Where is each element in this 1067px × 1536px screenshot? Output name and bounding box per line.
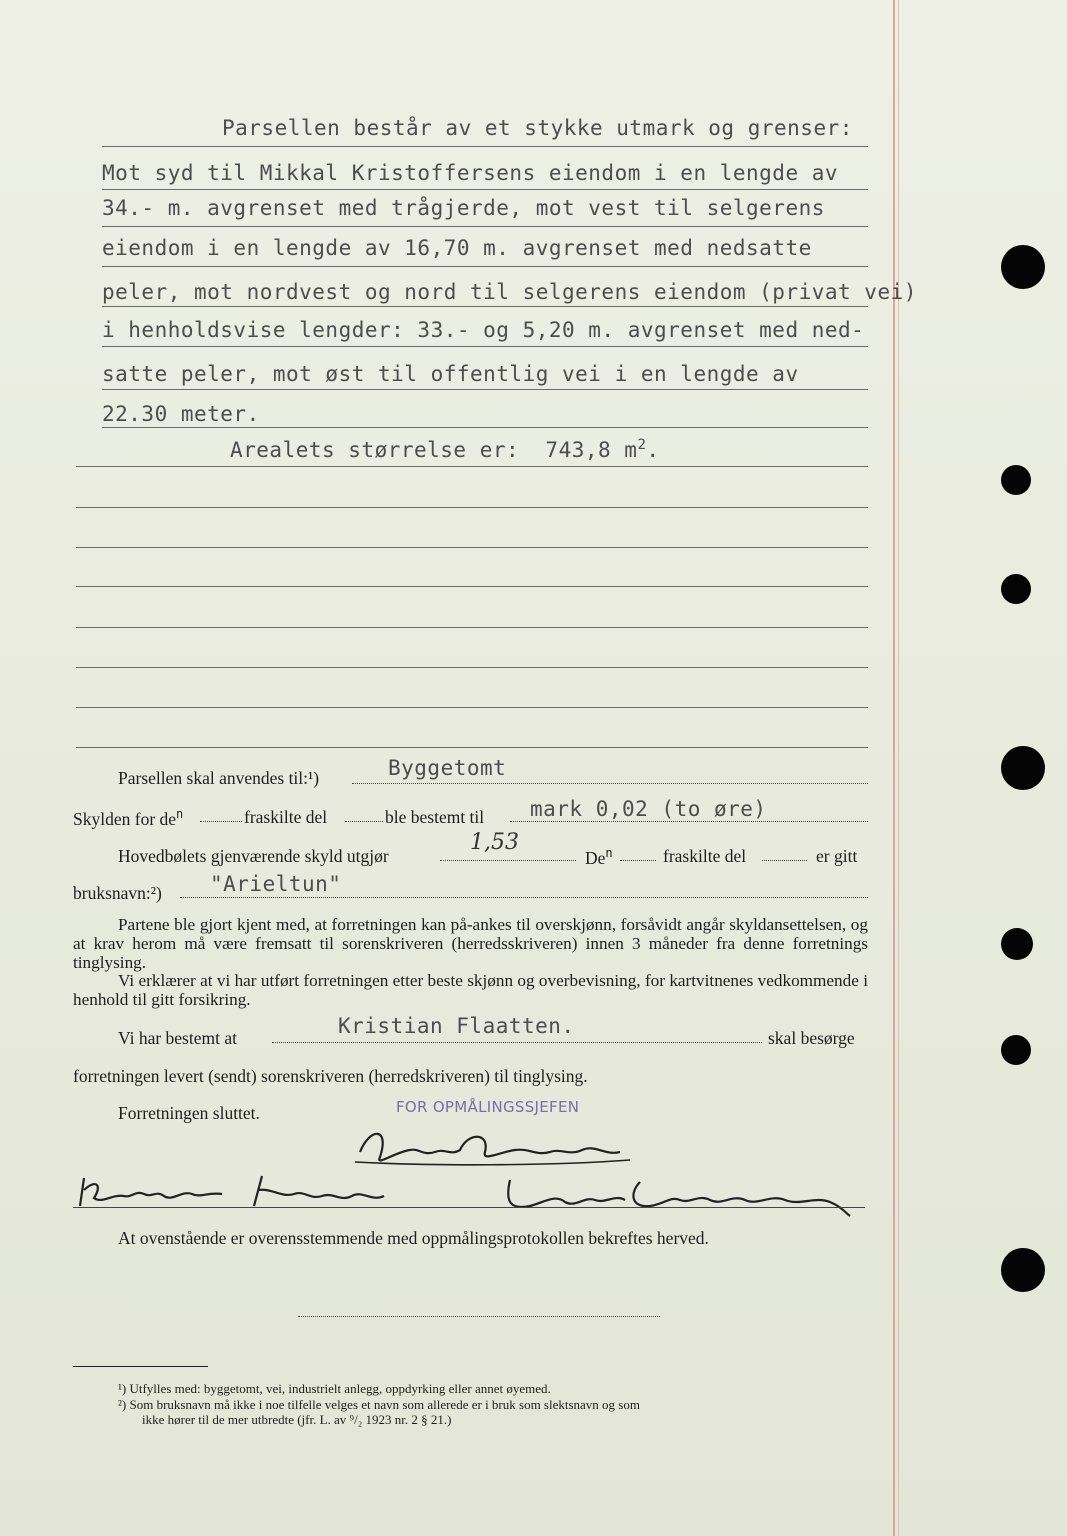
skyld-label: Skylden for $de^n$: [73, 807, 184, 829]
skyld-fraskilte-label: fraskilte del: [244, 807, 328, 827]
signature-fill-line: [298, 1316, 660, 1317]
ruled-line: [76, 747, 868, 748]
er-gitt-label: er gitt: [816, 846, 858, 866]
declaration-paragraph: Vi erklærer at vi har utført forretningen etter beste skjønn og overbevisning, for kartvitnenes vedkommende i henhold til gitt forsikring.: [73, 971, 868, 1009]
office-stamp: FOR OPMÅLINGSSJEFEN: [396, 1098, 580, 1116]
besorge-label: skal besørge: [768, 1028, 855, 1048]
margin-rule-secondary: [898, 0, 899, 1536]
punch-hole: [1001, 245, 1045, 289]
use-label: Parsellen skal anvendes til:¹): [118, 768, 320, 788]
bruksnavn-value: "Arieltun": [210, 872, 342, 896]
fill-line: [762, 860, 807, 861]
skyld-value: mark 0,02 (to øre): [530, 797, 767, 821]
signature-right: [500, 1172, 860, 1220]
typed-line: peler, mot nordvest og nord til selgerens eiendom (privat vei): [102, 280, 917, 304]
ruled-line: [76, 667, 868, 668]
signature-rule: [73, 1207, 865, 1208]
footnote-2: ²) Som bruksnavn må ikke i noe tilfelle velges et navn som allerede er i bruk som slektsnavn og som: [118, 1397, 640, 1412]
typed-line: Parsellen består av et stykke utmark og grenser:: [222, 116, 853, 140]
fill-line: [180, 897, 868, 898]
typed-line: Mot syd til Mikkal Kristoffersens eiendom i en lengde av: [102, 161, 839, 185]
skyld-bestemt-label: ble bestemt til: [385, 807, 485, 827]
area-statement: Arealets størrelse er: 743,8 $m^2$.: [230, 437, 660, 462]
fill-line: [200, 821, 242, 822]
de-label: De$^n$: [585, 846, 613, 868]
punch-hole: [1001, 465, 1031, 495]
use-value: Byggetomt: [388, 756, 507, 780]
ruled-line: [102, 346, 868, 347]
fill-line: [510, 821, 868, 822]
ruled-line: [102, 189, 868, 190]
ruled-line: [76, 547, 868, 548]
typed-line: satte peler, mot øst til offentlig vei i en lengde av: [102, 362, 799, 386]
hoved-label: Hovedbølets gjenværende skyld utgjør: [118, 846, 389, 866]
signature-left: [72, 1168, 402, 1216]
typed-line: i henholdsvise lengder: 33.- og 5,20 m. avgrenset med ned-: [102, 318, 865, 342]
fraskilte-label: fraskilte del: [663, 846, 747, 866]
ruled-line: [76, 466, 868, 467]
typed-line: eiendom i en lengde av 16,70 m. avgrenset med nedsatte: [102, 236, 812, 260]
ruled-line: [76, 586, 868, 587]
ruled-line: [102, 389, 868, 390]
fill-line: [272, 1042, 762, 1043]
appeal-paragraph: Partene ble gjort kjent med, at forretningen kan på-ankes til overskjønn, forsåvidt angår skyldansettelsen, og at krav herom må være fremsatt til sorenskriveren (herredsskriveren) innen 3 måneder fra denne forretnings tinglysing.: [73, 915, 868, 972]
margin-rule: [893, 0, 895, 1536]
punch-hole: [1001, 746, 1045, 790]
typed-line: 34.- m. avgrenset med trågjerde, mot vest til selgerens: [102, 196, 825, 220]
bruksnavn-label: bruksnavn:²): [73, 883, 162, 903]
fill-line: [345, 821, 383, 822]
ruled-line: [76, 507, 868, 508]
levert-text: forretningen levert (sendt) sorenskriveren (herredskriveren) til tinglysing.: [73, 1066, 588, 1086]
fill-line: [620, 860, 656, 861]
bestemt-label: Vi har bestemt at: [118, 1028, 237, 1048]
ruled-line: [102, 146, 868, 147]
punch-hole: [1001, 574, 1031, 604]
sluttet-text: Forretningen sluttet.: [118, 1103, 260, 1123]
punch-hole: [1001, 928, 1033, 960]
footnote-1: ¹) Utfylles med: byggetomt, vei, industrielt anlegg, oppdyrking eller annet øyemed.: [118, 1381, 551, 1396]
confirmation-text: At ovenstående er overensstemmende med oppmålingsprotokollen bekreftes herved.: [118, 1228, 709, 1248]
fill-line: [352, 783, 868, 784]
typed-line: 22.30 meter.: [102, 402, 260, 426]
ruled-line: [76, 627, 868, 628]
punch-hole: [1001, 1248, 1045, 1292]
ruled-line: [102, 266, 868, 267]
fill-line: [440, 860, 576, 861]
punch-hole: [1001, 1035, 1031, 1065]
ruled-line: [102, 427, 868, 428]
signature-top: [350, 1122, 640, 1172]
footnote-2-cont: ikke hører til de mer utbredte (jfr. L. av ⁹/₂ 1923 nr. 2 § 21.): [142, 1412, 452, 1427]
ruled-line: [76, 707, 868, 708]
ruled-line: [102, 306, 868, 307]
footnote-rule: [73, 1366, 208, 1367]
ruled-line: [102, 226, 868, 227]
hoved-value: 1,53: [470, 830, 519, 855]
bestemt-value: Kristian Flaatten.: [338, 1014, 575, 1038]
